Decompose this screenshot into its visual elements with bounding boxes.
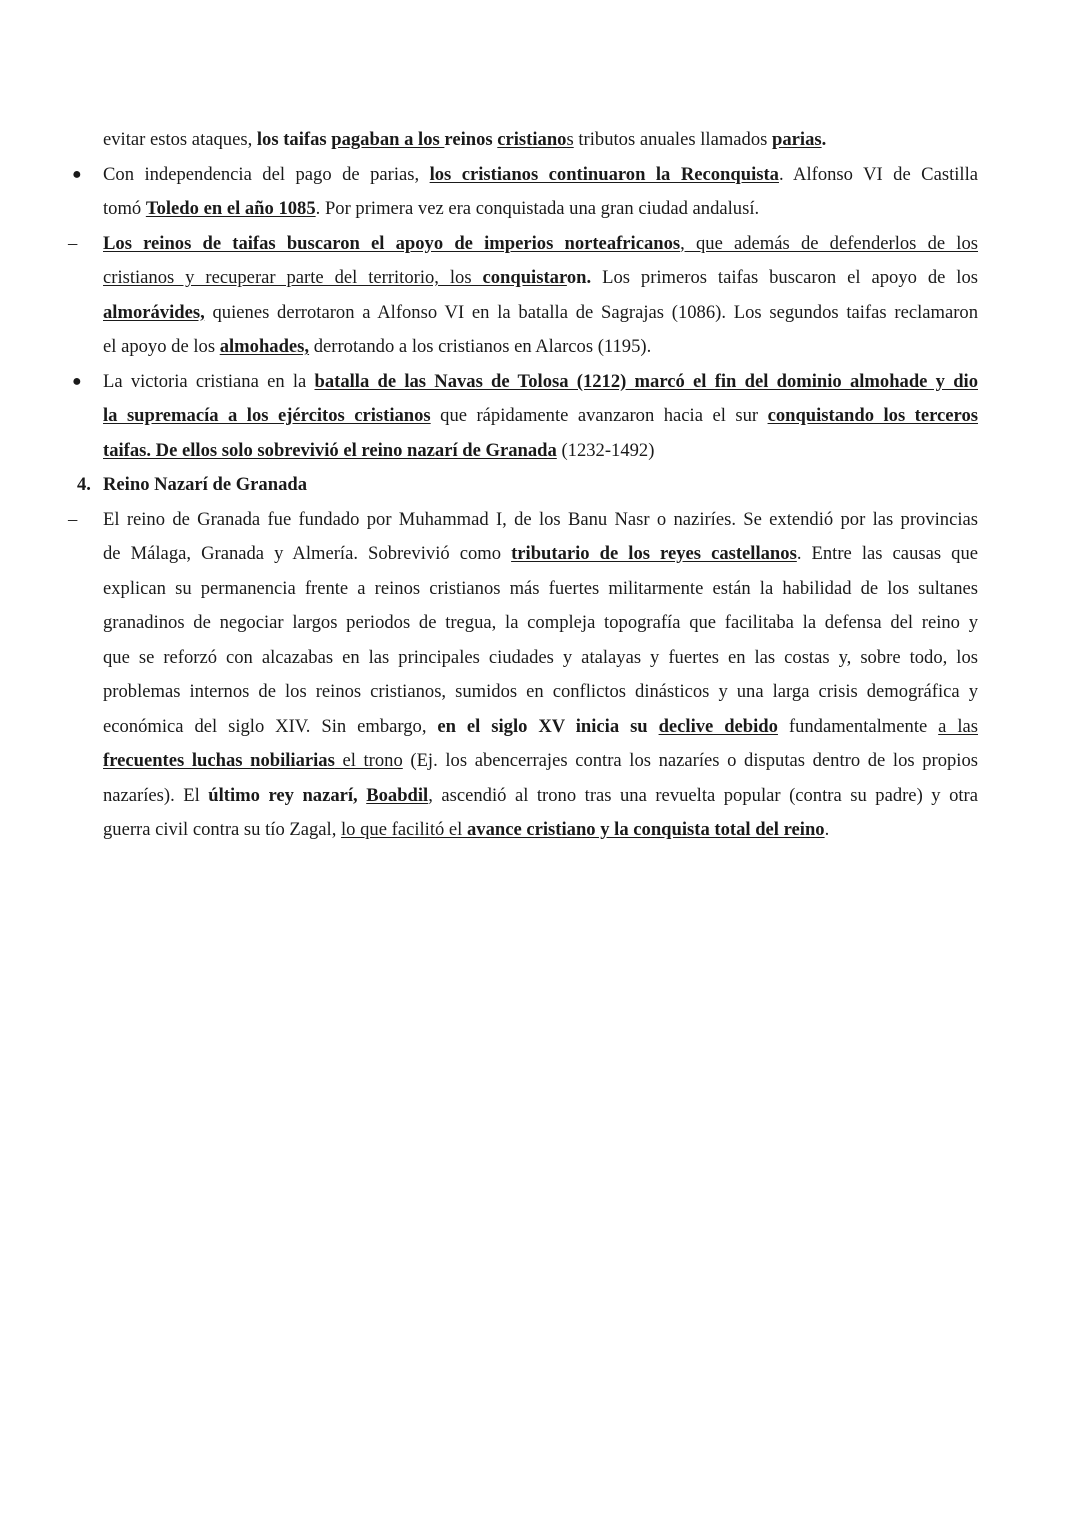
bold-underlined-text: la supremacía a los ejércitos cristianos xyxy=(103,405,431,426)
bold-underlined-text: Toledo en el año 1085 xyxy=(145,198,316,219)
text-run: tomó xyxy=(103,198,146,219)
paragraph-line xyxy=(103,123,978,158)
bold-text: on. xyxy=(566,267,592,288)
text-run: económica del siglo XIV. Sin embargo, xyxy=(103,715,438,737)
text-run: el apoyo de los xyxy=(103,336,220,357)
bullet-item-line xyxy=(72,158,978,193)
underlined-text: el trono xyxy=(334,750,403,771)
text-run: , ascendió al trono tras una revuelta popular (contra su padre) y otra xyxy=(428,784,978,806)
text-run: La victoria cristiana en la xyxy=(103,370,315,392)
dash-item-line xyxy=(103,744,978,779)
bold-underlined-text: declive debido xyxy=(658,715,778,737)
dash-item-line xyxy=(103,813,978,848)
bold-underlined-text: Boabdil xyxy=(366,784,429,806)
text-run: (Ej. los abencerrajes contra los nazaríes o disputas dentro de los propios xyxy=(402,750,979,771)
text-run: tributos anuales llamados xyxy=(573,129,773,150)
text-run: El reino de Granada fue fundado por Muhammad I, de los Banu Nasr o naziríes. Se extendió por las provincias xyxy=(103,508,978,530)
underlined-text: s xyxy=(566,129,574,150)
bold-underlined-text: pagaban a los xyxy=(331,129,445,150)
text-run: quienes derrotaron a Alfonso VI en la batalla de Sagrajas (1086). Los segundos taifas reclamaron xyxy=(204,301,978,323)
bold-underlined-text: batalla de las Navas de Tolosa (1212) marcó el fin del dominio almohade y dio xyxy=(314,370,978,392)
text-run: . xyxy=(824,819,830,840)
section-number: 4. xyxy=(77,474,91,495)
bold-underlined-text: avance cristiano y la conquista total del reino xyxy=(467,819,825,840)
bold-underlined-text: Los reinos de taifas buscaron el apoyo de imperios norteafricanos xyxy=(103,232,681,254)
underlined-text: cristianos y recuperar parte del territorio, los xyxy=(103,267,483,288)
text-run: Con independencia del pago de parias, xyxy=(103,163,430,185)
underlined-text: lo que facilitó el xyxy=(341,819,467,840)
dash-item-line xyxy=(103,606,978,641)
dash-item-line xyxy=(103,296,978,331)
bold-text: los taifas xyxy=(256,129,332,150)
document-body xyxy=(68,123,979,848)
bold-underlined-text: los cristianos continuaron la Reconquista xyxy=(429,163,779,185)
text-run: que se reforzó con alcazabas en las principales ciudades y atalayas y fuertes en las costas y, sobre todo, los xyxy=(103,646,978,668)
bold-text: en el siglo XV inicia su xyxy=(437,715,659,737)
dash-item-line xyxy=(103,675,978,710)
text-run: (1232-1492) xyxy=(556,439,655,461)
dash-item-line xyxy=(103,261,978,296)
bullet-marker: ● xyxy=(72,372,82,390)
bold-underlined-text: frecuentes luchas nobiliarias xyxy=(103,750,335,771)
text-run: derrotando a los cristianos en Alarcos (1195). xyxy=(309,336,652,357)
text-run: de Málaga, Granada y Almería. Sobrevivió como xyxy=(103,543,512,564)
bold-underlined-text: tributario de los reyes castellanos xyxy=(511,543,797,564)
dash-item-line xyxy=(103,330,978,365)
text-run: granadinos de negociar largos periodos de tregua, la compleja topografía que facilitaba la defensa del reino y xyxy=(103,612,978,633)
text-run: . Alfonso VI de Castilla xyxy=(778,163,978,185)
underlined-text: , que además de defenderlos de los xyxy=(680,232,979,254)
bullet-item-line xyxy=(103,192,978,227)
text-run: evitar estos ataques, xyxy=(103,129,257,150)
bold-text: . xyxy=(821,129,827,150)
bold-underlined-text: almorávides, xyxy=(103,301,205,323)
dash-marker: – xyxy=(68,232,78,254)
text-run: fundamentalmente xyxy=(777,715,939,737)
bullet-item-line xyxy=(103,434,978,469)
dash-item-line xyxy=(68,503,978,538)
dash-item-line xyxy=(103,572,978,607)
bullet-item-line xyxy=(72,365,978,400)
underlined-text: a las xyxy=(938,715,978,737)
text-run: problemas internos de los reinos cristianos, sumidos en conflictos dinásticos y una larga crisis demográfica y xyxy=(103,681,978,702)
bold-text: reinos xyxy=(444,129,498,150)
dash-item-line xyxy=(103,779,978,814)
bullet-item-line xyxy=(103,399,978,434)
text-run: Los primeros taifas buscaron el apoyo de los xyxy=(591,267,978,288)
text-run: explican su permanencia frente a reinos cristianos más fuertes militarmente están la habilidad de los sultanes xyxy=(103,577,978,599)
bold-underlined-text: cristiano xyxy=(497,129,567,150)
bullet-marker: ● xyxy=(72,165,82,183)
dash-item-line xyxy=(68,227,979,262)
text-run: que rápidamente avanzaron hacia el sur xyxy=(430,405,768,426)
bold-underlined-text: taifas. De ellos solo sobrevivió el reino nazarí de Granada xyxy=(103,439,557,461)
text-run: . Por primera vez era conquistada una gran ciudad andalusí. xyxy=(315,198,760,219)
dash-item-line xyxy=(103,710,978,745)
dash-item-line xyxy=(103,641,978,676)
text-run: guerra civil contra su tío Zagal, xyxy=(103,819,342,840)
dash-item-line xyxy=(103,537,978,572)
text-run: nazaríes). El xyxy=(103,784,209,806)
bold-underlined-text: almohades, xyxy=(219,336,310,357)
section-heading xyxy=(77,468,978,503)
bold-underlined-text: conquistando los terceros xyxy=(767,405,978,426)
dash-marker: – xyxy=(68,508,78,530)
bold-underlined-text: conquistar xyxy=(482,267,567,288)
bold-text: último rey nazarí, xyxy=(208,784,367,806)
section-title: Reino Nazarí de Granada xyxy=(103,474,308,495)
text-run: . Entre las causas que xyxy=(796,543,978,564)
bold-underlined-text: parias xyxy=(772,129,822,150)
